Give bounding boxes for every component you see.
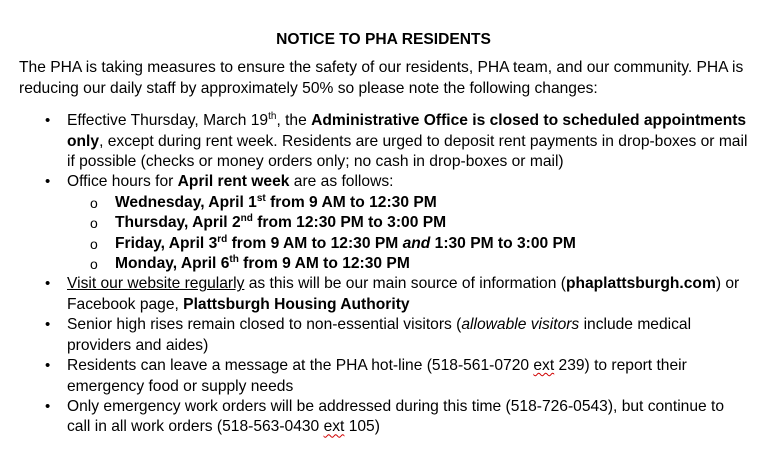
website-url: phaplattsburgh.com — [565, 275, 716, 293]
schedule-item: o Thursday, April 2nd from 12:30 PM to 3:00 PM — [67, 213, 748, 233]
list-item-hotline: • Residents can leave a message at the PHA hot-line (518-561-0720 ext 239) to report their emergency food or supply needs — [19, 356, 748, 397]
changes-list — [19, 111, 748, 438]
facebook-page-name: Plattsburgh Housing Authority — [183, 295, 410, 313]
ext-abbreviation: ext — [323, 418, 345, 436]
schedule-item: o Wednesday, April 1st from 9 AM to 12:30 PM — [67, 193, 748, 213]
ext-abbreviation: ext — [533, 357, 555, 375]
list-item-office-hours: • Office hours for April rent week are as follows: o Wednesday, April 1st from 9 AM to 12:30 PM o Thursday, April 2nd from 12:30 PM to 3:00 PM o Friday, April 3rd from 9 AM to 12:30 PM and 1:30 PM to 3:00 PM o Monday, April 6th from 9 AM to 12:30 PM — [19, 172, 748, 274]
list-item-senior-high-rises: • Senior high rises remain closed to non-essential visitors (allowable visitors include medical providers and aides) — [19, 315, 748, 356]
list-item-website: • Visit our website regularly as this will be our main source of information (phaplattsburgh.com) or Facebook page, Plattsburgh Housing Authority — [19, 274, 748, 315]
schedule-item: o Monday, April 6th from 9 AM to 12:30 PM — [67, 254, 748, 274]
list-item-work-orders: • Only emergency work orders will be addressed during this time (518-726-0543), but continue to call in all work orders (518-563-0430 ext 105) — [19, 397, 748, 438]
closed-notice: Administrative Office is closed to scheduled appointments only — [67, 112, 747, 150]
schedule-item: o Friday, April 3rd from 9 AM to 12:30 PM and 1:30 PM to 3:00 PM — [67, 234, 748, 254]
visit-website-text: Visit our website regularly — [67, 275, 245, 293]
notice-title: NOTICE TO PHA RESIDENTS — [276, 31, 491, 48]
intro-paragraph: The PHA is taking measures to ensure the safety of our residents, PHA team, and our community. PHA is reducing our daily staff by approximately 50% so please note the following changes: — [19, 59, 744, 97]
list-item-administrative-office: • Effective Thursday, March 19th, the Administrative Office is closed to scheduled appointments only, except during rent week. Residents are urged to deposit rent payments in drop-boxes or mail if possible (checks or money orders only; no cash in drop-boxes or mail) — [19, 111, 748, 172]
rent-week-schedule — [67, 193, 748, 275]
